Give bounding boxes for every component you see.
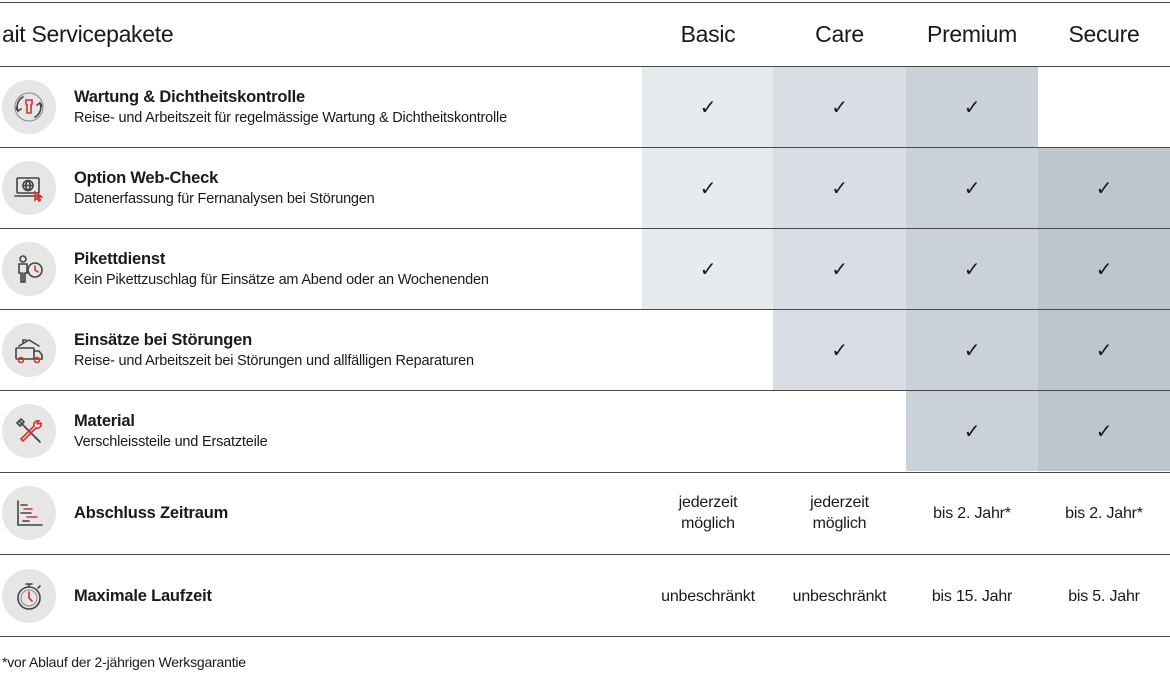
check-mark: ✓ (699, 256, 717, 281)
cell-premium (906, 310, 1038, 390)
check-mark: ✓ (1095, 418, 1113, 443)
check-mark: ✓ (1095, 175, 1113, 200)
cell-value: bis 15. Jahr (931, 587, 1013, 605)
check-mark: ✓ (831, 94, 848, 119)
row-divider (0, 554, 1170, 555)
row-description: Kein Pikettzuschlag für Einsätze am Abend oder an Wochenenden (74, 271, 489, 288)
cell-care (773, 473, 906, 553)
row-text (74, 473, 228, 553)
row-text (74, 229, 489, 309)
cell-care (773, 67, 906, 147)
row-title: Einsätze bei Störungen (74, 330, 253, 349)
cell-value: bis 2. Jahr* (1065, 504, 1143, 522)
row-description: Datenerfassung für Fernanalysen bei Störungen (74, 190, 375, 207)
check-mark: ✓ (1095, 256, 1113, 281)
cell-premium (906, 391, 1038, 471)
cell-premium (906, 556, 1038, 636)
row-title: Wartung & Dichtheitskontrolle (74, 87, 306, 106)
cell-premium (906, 67, 1038, 147)
check-mark: ✓ (963, 94, 981, 119)
bottom-divider (0, 636, 1170, 637)
row-title: Pikettdienst (74, 249, 166, 268)
plan-secure-header: Secure (1068, 21, 1140, 47)
row-text (74, 556, 212, 636)
cell-secure (1038, 391, 1170, 471)
table-row-pikettdienst (0, 229, 1170, 309)
monitor-globe-icon (2, 161, 56, 215)
row-description: Verschleissteile und Ersatzteile (74, 433, 268, 450)
cell-basic (642, 148, 774, 228)
tools-icon (2, 404, 56, 458)
cell-basic (642, 391, 774, 471)
cell-premium (906, 229, 1038, 309)
cell-value: bis 2. Jahr* (933, 504, 1011, 522)
row-title: Option Web-Check (74, 168, 219, 187)
check-mark: ✓ (1095, 337, 1113, 362)
check-mark: ✓ (963, 418, 981, 443)
row-title: Maximale Laufzeit (74, 586, 212, 605)
cell-value: jederzeit möglich (678, 494, 738, 532)
cell-care (773, 229, 906, 309)
row-title: Abschluss Zeitraum (74, 503, 229, 522)
person-clock-icon (2, 242, 56, 296)
table-title: ait Servicepakete (2, 21, 174, 47)
cell-value: bis 5. Jahr (1068, 587, 1140, 605)
cell-secure (1038, 67, 1170, 147)
timeline-chart-icon (2, 486, 56, 540)
row-description: Reise- und Arbeitszeit bei Störungen und allfälligen Reparaturen (74, 352, 474, 369)
cell-premium (906, 148, 1038, 228)
cell-premium (906, 473, 1038, 553)
cell-basic (642, 556, 774, 636)
cell-secure (1038, 310, 1170, 390)
plan-basic-header: Basic (680, 21, 736, 47)
service-van-icon (2, 323, 56, 377)
cell-basic (642, 310, 774, 390)
row-title: Material (74, 411, 135, 430)
cell-basic (642, 473, 774, 553)
table-row-laufzeit (0, 556, 1170, 636)
cell-secure (1038, 229, 1170, 309)
cell-value: unbeschränkt (661, 587, 755, 605)
table-row-wartung (0, 67, 1170, 147)
table-row-stoerungen (0, 310, 1170, 390)
table-row-web-check (0, 148, 1170, 228)
row-text (74, 148, 375, 228)
plan-premium-header: Premium (927, 21, 1017, 47)
check-mark: ✓ (831, 175, 848, 200)
table-header (0, 2, 1170, 66)
check-mark: ✓ (963, 337, 981, 362)
wrench-cycle-icon (2, 80, 56, 134)
cell-care (773, 310, 906, 390)
check-mark: ✓ (699, 175, 717, 200)
cell-care (773, 391, 906, 471)
check-mark: ✓ (831, 337, 848, 362)
check-mark: ✓ (831, 256, 848, 281)
row-text (74, 391, 267, 471)
row-text (74, 67, 507, 147)
row-text (74, 310, 474, 390)
footnote: *vor Ablauf der 2-jährigen Werksgarantie (2, 654, 246, 670)
cell-care (773, 148, 906, 228)
check-mark: ✓ (699, 94, 717, 119)
cell-secure (1038, 473, 1170, 553)
row-description: Reise- und Arbeitszeit für regelmässige Wartung & Dichtheitskontrolle (74, 109, 507, 126)
cell-basic (642, 229, 774, 309)
cell-value: unbeschränkt (792, 587, 887, 605)
cell-care (773, 556, 906, 636)
cell-basic (642, 67, 774, 147)
table-row-material (0, 391, 1170, 471)
table-row-abschluss (0, 473, 1170, 553)
plan-care-header: Care (815, 21, 864, 47)
cell-secure (1038, 556, 1170, 636)
cell-value: jederzeit möglich (810, 494, 869, 532)
check-mark: ✓ (963, 175, 981, 200)
check-mark: ✓ (963, 256, 981, 281)
cell-secure (1038, 148, 1170, 228)
stopwatch-icon (2, 569, 56, 623)
